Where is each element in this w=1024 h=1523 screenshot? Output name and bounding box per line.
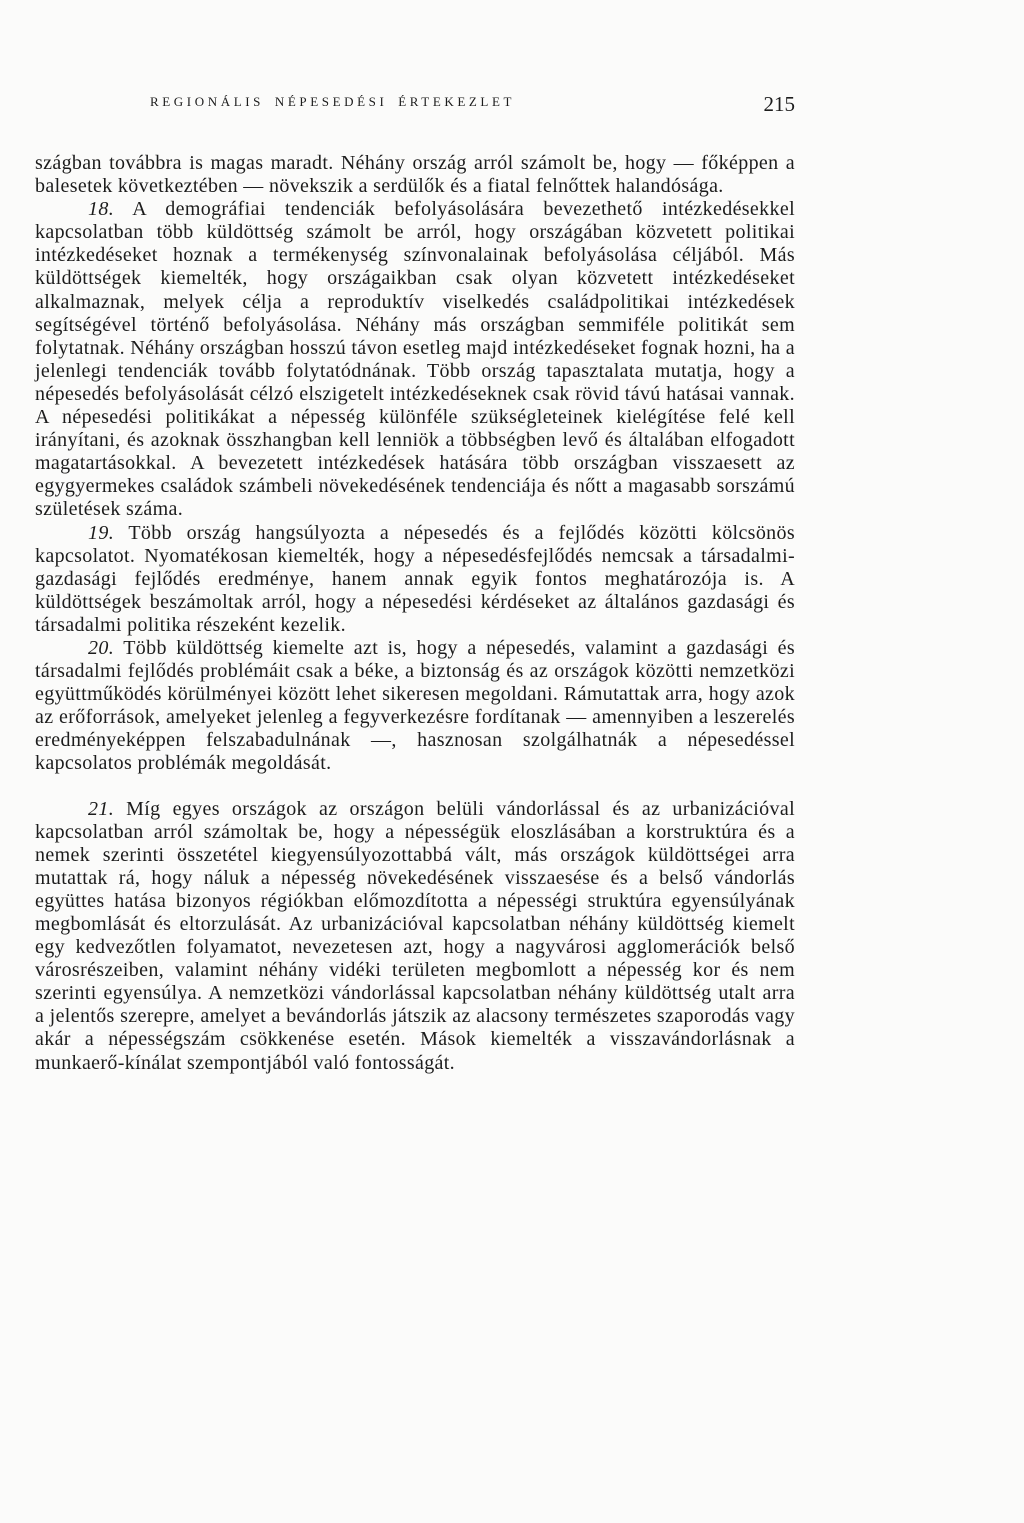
running-header-title: REGIONÁLIS NÉPESEDÉSI ÉRTEKEZLET [150, 94, 516, 109]
paragraph-text: A demográfiai tendenciák befolyásolására bevezethető intézkedésekkel kapcsolatban több küldöttség számolt be arról, hogy országában közvetett politikai intézkedéseket hoznak a termékenység színvonalainak befolyásolása céljából. Más küldöttségek kiemelték, hogy országaikban csak olyan közvetett intézkedéseket alkalmaznak, melyek célja a reproduktív viselkedés családpolitikai intézkedések segítségével történő befolyásolása. Néhány más országban semmiféle politikát sem folytatnak. Néhány országban hosszú távon esetleg majd intézkedéseket fognak hozni, ha a jelenlegi tendenciák tovább folytatódnának. Több ország tapasztalata mutatja, hogy a népesedés befolyásolását célzó elszigetelt intézkedéseknek csak rövid távú hatásai vannak. A népesedési politikákat a népesség különféle szükségleteinek kielégítése felé kell irányítani, és azoknak összhangban kell lenniök a többségben levő és általában elfogadott magatartásokkal. A bevezetett intézkedések hatására több országban visszaesett az egygyermekes családok számbeli növekedésének tendenciája és nőtt a magasabb sorszámú születések száma. [35, 198, 795, 521]
body-text [35, 152, 795, 1075]
running-header [35, 92, 795, 122]
paragraph-number: 18. [88, 198, 115, 221]
paragraph-number: 21. [88, 797, 115, 820]
paragraph-21 [35, 798, 795, 1075]
paragraph-text: Több küldöttség kiemelte azt is, hogy a népesedés, valamint a gazdasági és társadalmi fejlődés problémáit csak a béke, a biztonság és az országok közötti nemzetközi együttműködés körülményei között lehet sikeresen megoldani. Rámutattak arra, hogy azok az erőforrások, amelyeket jelenleg a fegyverkezésre fordítanak — amennyiben a leszerelés eredményeképpen felszabadulnának —, hasznosan szolgálhatnák a népesedéssel kapcsolatos problémák megoldását. [35, 636, 795, 775]
paragraph-text: szágban továbbra is magas maradt. Néhány ország arról számolt be, hogy — főképpen a balesetek következtében — növekszik a serdülők és a fiatal felnőttek halandósága. [35, 152, 795, 198]
paragraph-text: Míg egyes országok az országon belüli vándorlással és az urbanizációval kapcsolatban arról számoltak be, hogy a népességük eloszlásában a korstruktúra és a nemek szerinti összetétel kiegyensúlyozottabbá vált, más országok küldöttségei arra mutattak rá, hogy náluk a népesség növekedésének visszaesése és a belső vándorlás együttes hatása bizonyos régiókban előmozdította a népességi struktúra egyensúlyának megbomlását és eltorzulását. Az urbanizációval kapcsolatban néhány küldöttség kiemelt egy kedvezőtlen folyamatot, nevezetesen azt, hogy a nagyvárosi agglomerációk belső városrészeiben, valamint néhány vidéki területen megbomlott a népesség kor és nem szerinti egyensúlya. A nemzetközi vándorlással kapcsolatban néhány küldöttség utalt arra a jelentős szerepre, amelyet a bevándorlás játszik az alacsony természetes szaporodás vagy akár a népességszám csökkenése esetén. Mások kiemelték a visszavándorlásnak a munkaerő-kínálat szempontjából való fontosságát. [35, 797, 795, 1074]
paragraph-20 [35, 637, 795, 776]
paragraph-17-continuation [35, 152, 795, 198]
paragraph-number: 20. [88, 636, 115, 659]
page-number: 215 [763, 92, 795, 116]
paragraph-19 [35, 522, 795, 637]
paragraph-text: Több ország hangsúlyozta a népesedés és a fejlődés közötti kölcsönös kapcsolatot. Nyomatékosan kiemelték, hogy a népesedésfejlődés nemcsak a társadalmi-gazdasági fejlődés eredménye, hanem annak egyik fontos meghatározója is. A küldöttségek beszámoltak arról, hogy a népesedési kérdéseket az általános gazdasági és társadalmi politika részeként kezelik. [35, 521, 795, 636]
paragraph-number: 19. [88, 521, 115, 544]
paragraph-18 [35, 198, 795, 521]
